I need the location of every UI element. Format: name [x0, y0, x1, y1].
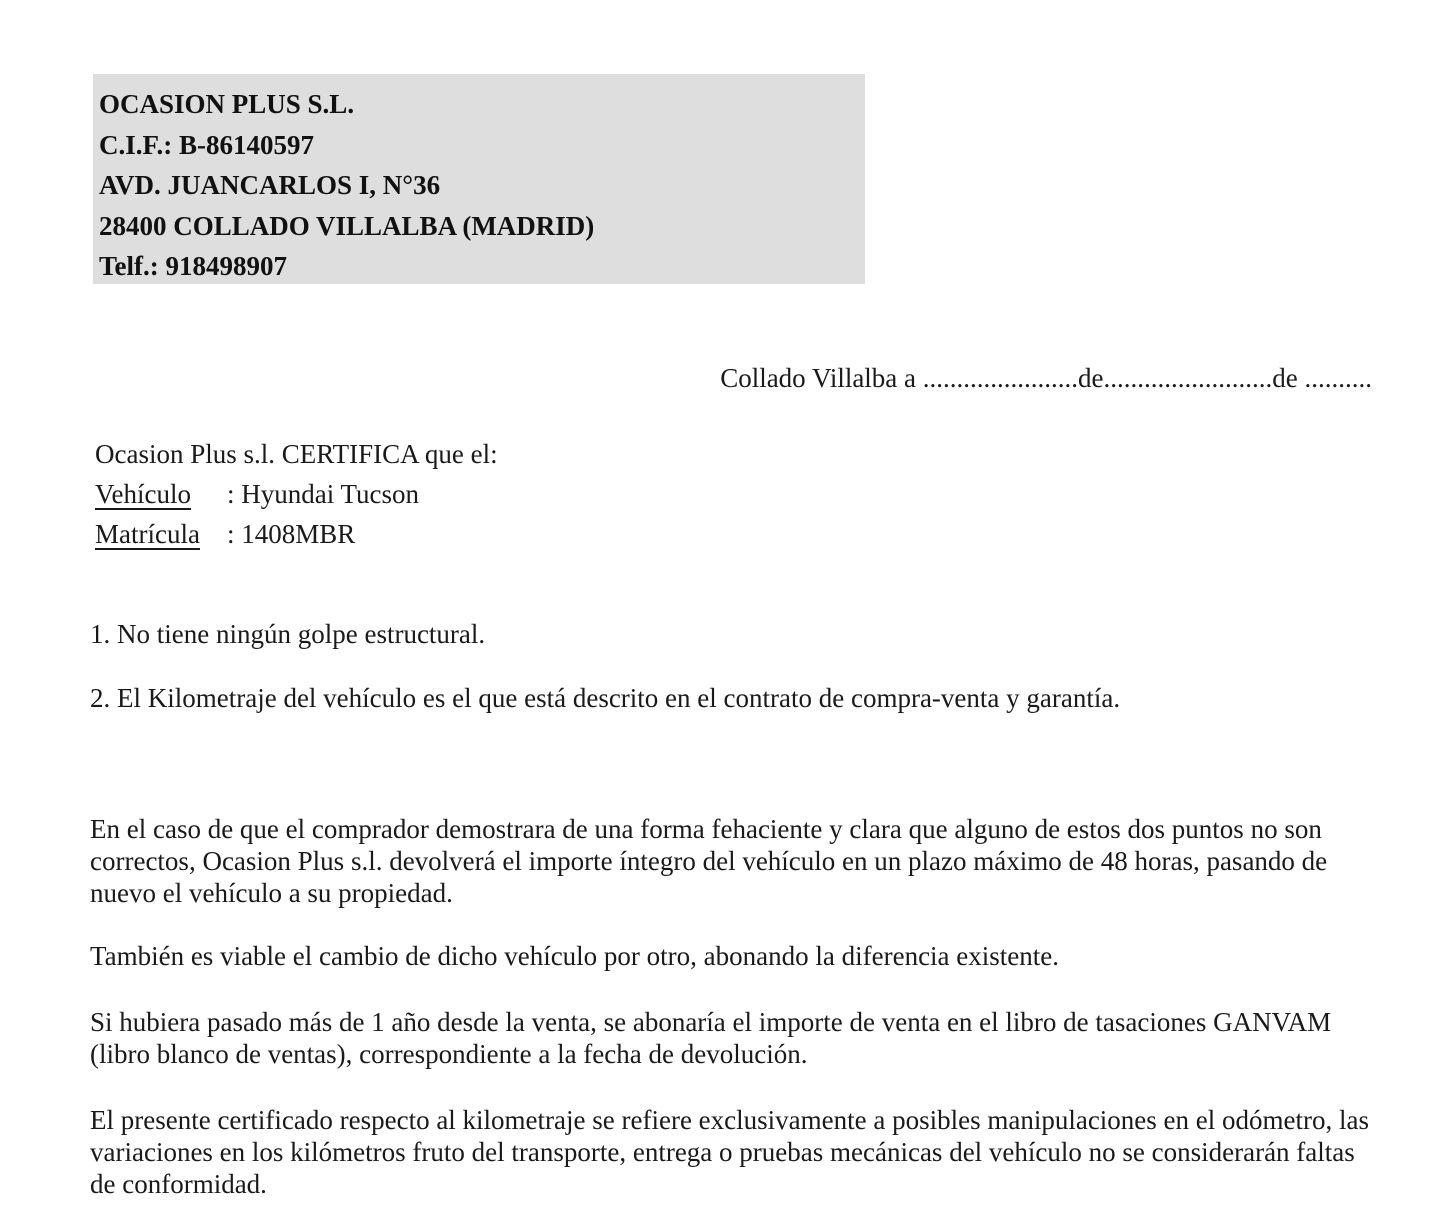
certified-item-2: 2. El Kilometraje del vehículo es el que está descrito en el contrato de compra-venta y garantía.: [90, 683, 1121, 713]
company-phone: Telf.: 918498907: [99, 251, 287, 281]
odometer-paragraph: El presente certificado respecto al kilometraje se refiere exclusivamente a posibles manipulaciones en el odómetro, las variaciones en los kilómetros fruto del transporte, entrega o pruebas mecánicas del vehículo no se considerarán faltas de conformidad.: [90, 1105, 1369, 1199]
company-cif: C.I.F.: B-86140597: [99, 129, 315, 160]
company-city: 28400 COLLADO VILLALBA (MADRID): [99, 210, 595, 241]
ganvam-paragraph: Si hubiera pasado más de 1 año desde la venta, se abonaría el importe de venta en el libro de tasaciones GANVAM (libro blanco de ventas), correspondiente a la fecha de devolución.: [90, 1007, 1332, 1069]
vehicle-row: [95, 474, 498, 514]
plate-value: : 1408MBR: [227, 519, 356, 549]
certified-item-1: 1. No tiene ningún golpe estructural.: [90, 619, 486, 649]
vehicle-value: : Hyundai Tucson: [227, 479, 420, 509]
company-address: AVD. JUANCARLOS I, N°36: [99, 170, 441, 200]
company-header-box: [93, 74, 865, 284]
exchange-paragraph: También es viable el cambio de dicho vehículo por otro, abonando la diferencia existente.: [90, 941, 1060, 971]
vehicle-label: Vehículo: [95, 479, 191, 509]
certification-intro: Ocasion Plus s.l. CERTIFICA que el:: [95, 439, 498, 469]
plate-label: Matrícula: [95, 519, 200, 549]
certification-block: [95, 434, 498, 554]
plate-row: [95, 514, 498, 554]
company-name: OCASION PLUS S.L.: [99, 89, 355, 119]
refund-paragraph: En el caso de que el comprador demostrara de una forma fehaciente y clara que alguno de estos dos puntos no son correctos, Ocasion Plus s.l. devolverá el importe íntegro del vehículo en un plazo máximo de 48 horas, pasando de nuevo el vehículo a su propiedad.: [90, 814, 1328, 908]
place-date-line: Collado Villalba a .......................de.........................de ..........: [720, 363, 1372, 393]
